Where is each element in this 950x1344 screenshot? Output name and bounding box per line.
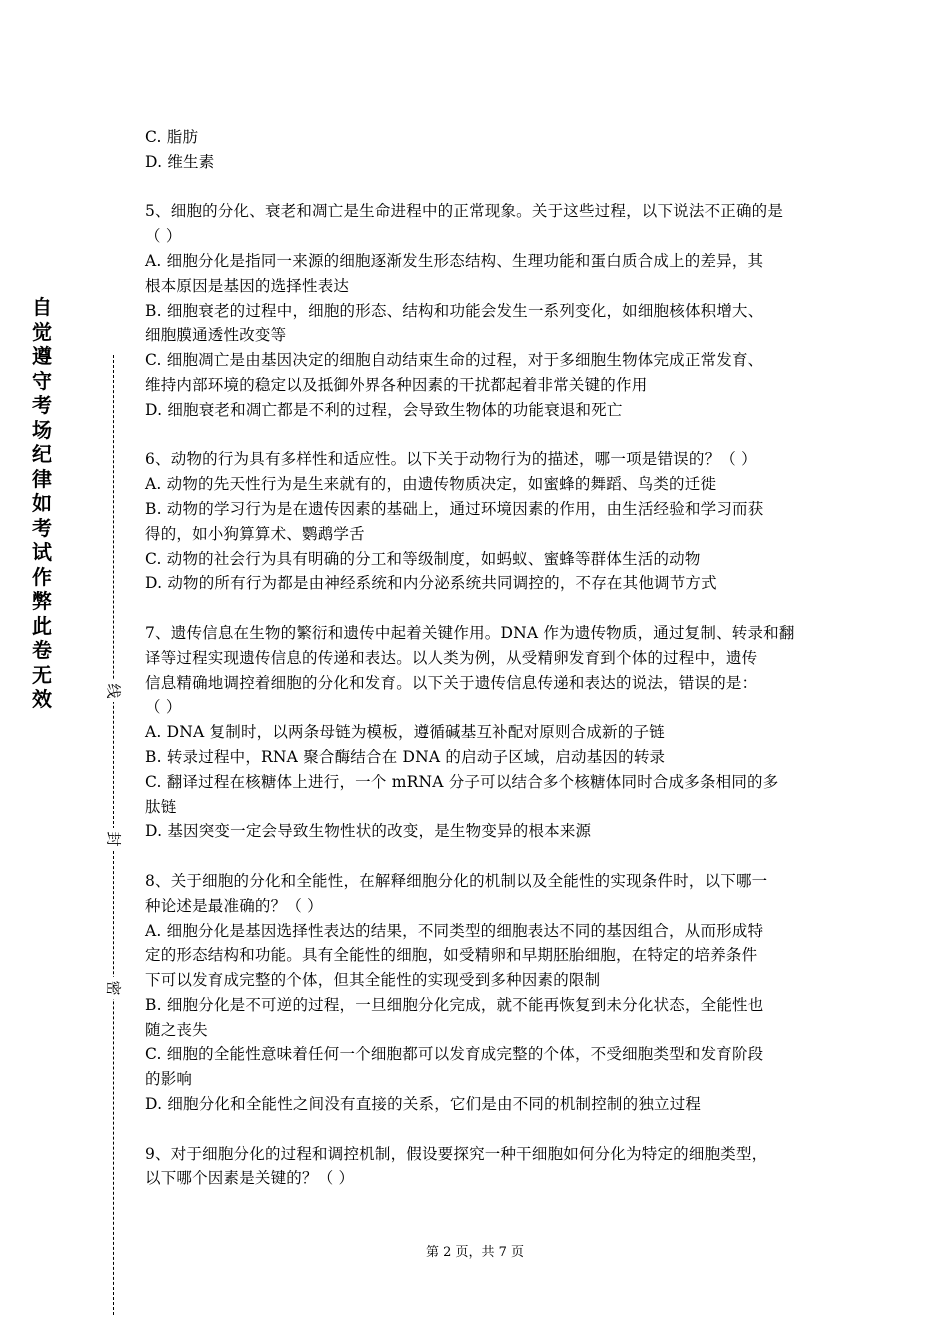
q6-option-c: C. 动物的社会行为具有明确的分工和等级制度，如蚂蚁、蜜蜂等群体生活的动物 bbox=[145, 549, 701, 568]
q8-option-d: D. 细胞分化和全能性之间没有直接的关系，它们是由不同的机制控制的独立过程 bbox=[145, 1095, 702, 1114]
q7-option-d: D. 基因突变一定会导致生物性状的改变，是生物变异的根本来源 bbox=[145, 822, 592, 841]
q8-option-b: B. 细胞分化是不可逆的过程，一旦细胞分化完成，就不能再恢复到未分化状态，全能性也 bbox=[145, 995, 764, 1014]
q7-option-c-cont: 肽链 bbox=[145, 797, 177, 816]
binding-label-secret: 密 bbox=[105, 977, 123, 999]
q8-option-b-cont: 随之丧失 bbox=[145, 1020, 208, 1039]
q6-option-a: A. 动物的先天性行为是生来就有的，由遗传物质决定，如蜜蜂的舞蹈、鸟类的迁徙 bbox=[145, 475, 717, 494]
q7-stem-line: （ ） bbox=[145, 698, 182, 717]
q5-stem-line: （ ） bbox=[145, 227, 182, 246]
q6-option-b: B. 动物的学习行为是在遗传因素的基础上，通过环境因素的作用，由生活经验和学习而获 bbox=[145, 499, 764, 518]
q6-option-b-cont: 得的，如小狗算算术、鹦鹉学舌 bbox=[145, 524, 365, 543]
q5-option-c: C. 细胞凋亡是由基因决定的细胞自动结束生命的过程，对于多细胞生物体完成正常发育、 bbox=[145, 351, 764, 370]
q5-option-a: A. 细胞分化是指同一来源的细胞逐渐发生形态结构、生理功能和蛋白质合成上的差异，其 bbox=[145, 251, 764, 270]
q7-option-b: B. 转录过程中，RNA 聚合酶结合在 DNA 的启动子区域，启动基因的转录 bbox=[145, 747, 666, 766]
q9-stem-line: 9、对于细胞分化的过程和调控机制，假设要探究一种干细胞如何分化为特定的细胞类型， bbox=[145, 1144, 768, 1163]
q6-stem-line: 6、动物的行为具有多样性和适应性。以下关于动物行为的描述，哪一项是错误的？（ ） bbox=[145, 450, 757, 469]
q8-stem-line: 8、关于细胞的分化和全能性，在解释细胞分化的机制以及全能性的实现条件时，以下哪一 bbox=[145, 871, 768, 890]
q8-option-a-cont: 定的形态结构和功能。具有全能性的细胞，如受精卵和早期胚胎细胞，在特定的培养条件 bbox=[145, 946, 758, 965]
question-8 bbox=[145, 869, 810, 1117]
q8-stem-line: 种论述是最准确的？（ ） bbox=[145, 896, 323, 915]
q8-option-a-cont: 下可以发育成完整的个体，但其全能性的实现受到多种因素的限制 bbox=[145, 971, 601, 990]
binding-label-line: 线 bbox=[105, 680, 123, 702]
binding-label-seal: 封 bbox=[105, 828, 123, 850]
question-7 bbox=[145, 621, 810, 844]
q6-option-d: D. 动物的所有行为都是由神经系统和内分泌系统共同调控的，不存在其他调节方式 bbox=[145, 574, 717, 593]
q5-option-b-cont: 细胞膜通透性改变等 bbox=[145, 326, 287, 345]
question-5 bbox=[145, 199, 810, 422]
q5-option-c-cont: 维持内部环境的稳定以及抵御外界各种因素的干扰都起着非常关键的作用 bbox=[145, 375, 648, 394]
q7-stem-line: 信息精确地调控着细胞的分化和发育。以下关于遗传信息传递和表达的说法，错误的是： bbox=[145, 673, 758, 692]
q8-option-c-cont: 的影响 bbox=[145, 1070, 193, 1089]
q7-option-a: A. DNA 复制时，以两条母链为模板，遵循碱基互补配对原则合成新的子链 bbox=[145, 723, 665, 742]
question-9 bbox=[145, 1142, 810, 1192]
exam-content bbox=[145, 125, 810, 1191]
q4-option-d: D. 维生素 bbox=[145, 152, 215, 171]
q5-stem-line: 5、细胞的分化、衰老和凋亡是生命进程中的正常现象。关于这些过程，以下说法不正确的是 bbox=[145, 202, 784, 221]
q7-stem-line: 7、遗传信息在生物的繁衍和遗传中起着关键作用。DNA 作为遗传物质，通过复制、转录和翻 bbox=[145, 623, 795, 642]
question-6 bbox=[145, 447, 810, 596]
page-number-footer: 第 2 页，共 7 页 bbox=[425, 1245, 525, 1260]
q9-stem-line: 以下哪个因素是关键的？（ ） bbox=[145, 1169, 355, 1188]
q7-option-c: C. 翻译过程在核糖体上进行，一个 mRNA 分子可以结合多个核糖体同时合成多条相同的多 bbox=[145, 772, 779, 791]
q5-option-d: D. 细胞衰老和凋亡都是不利的过程，会导致生物体的功能衰退和死亡 bbox=[145, 400, 623, 419]
q4-option-c: C. 脂肪 bbox=[145, 128, 199, 146]
q8-option-c: C. 细胞的全能性意味着任何一个细胞都可以发育成完整的个体，不受细胞类型和发育阶段 bbox=[145, 1045, 764, 1064]
question-4-options bbox=[145, 125, 810, 175]
q7-stem-line: 译等过程实现遗传信息的传递和表达。以人类为例，从受精卵发育到个体的过程中，遗传 bbox=[145, 648, 758, 667]
q5-option-a-cont: 根本原因是基因的选择性表达 bbox=[145, 276, 350, 295]
exam-discipline-notice: 自觉遵守考场纪律如考试作弊此卷无效 bbox=[32, 295, 52, 711]
q8-option-a: A. 细胞分化是基因选择性表达的结果，不同类型的细胞表达不同的基因组合，从而形成特 bbox=[145, 921, 764, 940]
q5-option-b: B. 细胞衰老的过程中，细胞的形态、结构和功能会发生一系列变化，如细胞核体积增大、 bbox=[145, 301, 764, 320]
